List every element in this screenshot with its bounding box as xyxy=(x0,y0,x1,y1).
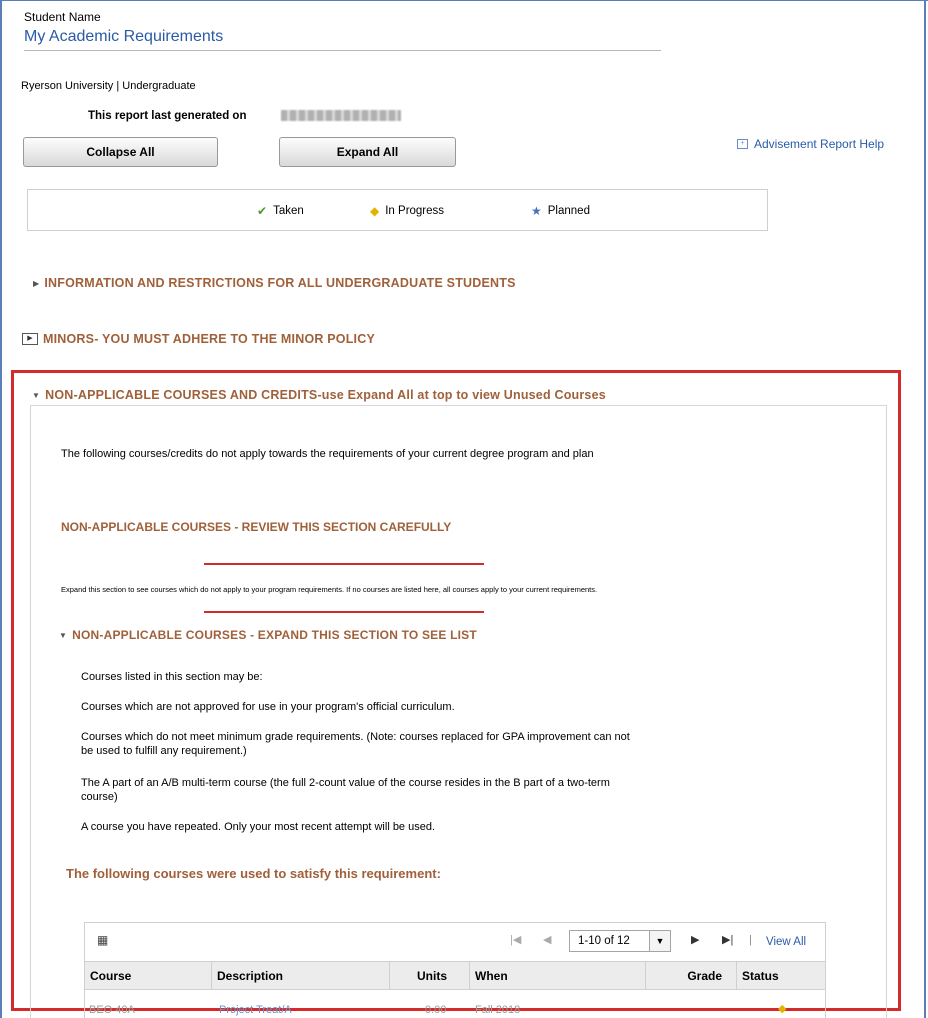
planned-star-icon: ★ xyxy=(531,204,542,218)
collapse-all-button[interactable]: Collapse All xyxy=(23,137,218,167)
legend-taken-label: Taken xyxy=(273,205,304,217)
table-row xyxy=(85,990,825,1018)
collapsed-triangle-icon: ▶ xyxy=(22,333,38,345)
help-icon: + xyxy=(737,139,748,149)
title-divider xyxy=(24,50,661,51)
expanded-triangle-icon: ▼ xyxy=(59,630,68,640)
list-item: The A part of an A/B multi-term course (the full 2-count value of the course resides in the B part of a two-term course) xyxy=(81,777,610,803)
red-underline-top xyxy=(204,563,484,565)
first-page-icon[interactable]: |◀ xyxy=(510,934,522,946)
collapsed-triangle-icon: ▶ xyxy=(33,278,40,288)
previous-page-icon[interactable]: ◀ xyxy=(543,934,552,946)
legend-taken xyxy=(257,204,304,218)
chevron-down-icon[interactable]: ▼ xyxy=(649,931,670,951)
cell-when: Fall 2018 xyxy=(475,1004,521,1016)
list-item: A course you have repeated. Only your most recent attempt will be used. xyxy=(81,821,436,833)
column-header-grade[interactable]: Grade xyxy=(646,962,737,989)
section-minors-toggle[interactable] xyxy=(22,332,375,346)
section-nonapplicable-toggle[interactable] xyxy=(32,388,606,402)
expanded-triangle-icon: ▼ xyxy=(32,390,41,400)
frame-top-border xyxy=(0,0,928,1)
view-all-link[interactable]: View All xyxy=(766,936,807,948)
grid-toolbar xyxy=(85,923,825,961)
legend-in-progress-label: In Progress xyxy=(385,205,445,217)
review-section-heading: NON-APPLICABLE COURSES - REVIEW THIS SECTION CAREFULLY xyxy=(61,520,452,534)
section-nonapplicable-title: NON-APPLICABLE COURSES AND CREDITS-use Expand All at top to view Unused Courses xyxy=(45,388,606,402)
advisement-report-help-link[interactable] xyxy=(737,137,884,151)
page-range-value: 1-10 of 12 xyxy=(578,935,630,947)
in-progress-diamond-icon: ◆ xyxy=(778,1003,787,1015)
last-page-icon[interactable]: ▶| xyxy=(722,934,734,946)
courses-grid xyxy=(84,922,826,1018)
grid-header-row xyxy=(85,961,825,990)
expand-section-note: Expand this section to see courses which do not apply to your program requirements. If no courses are listed here, all courses apply to your current requirements. xyxy=(61,585,598,594)
section-info-title: INFORMATION AND RESTRICTIONS FOR ALL UNDERGRADUATE STUDENTS xyxy=(44,276,516,290)
legend-planned-label: Planned xyxy=(547,205,590,217)
institution-career: Ryerson University | Undergraduate xyxy=(21,80,196,92)
column-header-units[interactable]: Units xyxy=(390,962,470,989)
subsection-expand-list-toggle[interactable] xyxy=(59,628,477,642)
expand-all-button[interactable]: Expand All xyxy=(279,137,456,167)
toolbar-separator: | xyxy=(749,934,752,946)
legend-in-progress xyxy=(370,204,444,218)
in-progress-diamond-icon: ◆ xyxy=(370,204,380,218)
page-range-select[interactable] xyxy=(569,930,671,952)
column-header-description[interactable]: Description xyxy=(212,962,390,989)
list-item: Courses which are not approved for use in your program's official curriculum. xyxy=(81,701,455,713)
cell-course: BEO 40A xyxy=(89,1004,135,1016)
status-legend xyxy=(27,189,768,231)
section-minors-title: MINORS- YOU MUST ADHERE TO THE MINOR POLICY xyxy=(43,332,375,346)
legend-planned xyxy=(531,204,590,218)
nonapplicable-intro-text: The following courses/credits do not apply towards the requirements of your current degree program and plan xyxy=(61,448,594,460)
report-generated-label: This report last generated on xyxy=(88,110,247,122)
column-header-status[interactable]: Status xyxy=(742,968,779,983)
section-info-restrictions-toggle[interactable] xyxy=(33,276,516,290)
page-title: My Academic Requirements xyxy=(24,28,224,45)
taken-check-icon: ✔ xyxy=(257,204,268,218)
next-page-icon[interactable]: ▶ xyxy=(691,934,700,946)
personalize-grid-icon[interactable]: ▦ xyxy=(97,933,109,947)
report-generated-date-redacted xyxy=(281,110,401,121)
list-item: Courses listed in this section may be: xyxy=(81,671,263,683)
frame-left-border xyxy=(0,0,2,1018)
list-item: Courses which do not meet minimum grade requirements. (Note: courses replaced for GPA improvement can not be used to fulfill any requirement.) xyxy=(81,731,630,757)
column-header-when[interactable]: When xyxy=(470,962,646,989)
cell-units: 0.00 xyxy=(425,1004,447,1016)
column-header-course[interactable]: Course xyxy=(85,962,212,989)
subsection-expand-list-title: NON-APPLICABLE COURSES - EXPAND THIS SECTION TO SEE LIST xyxy=(72,628,477,642)
red-underline-bottom xyxy=(204,611,484,613)
cell-description-link[interactable]: Project Treat/A xyxy=(219,1004,292,1016)
student-name-label: Student Name xyxy=(24,10,101,24)
courses-used-heading: The following courses were used to satisfy this requirement: xyxy=(66,866,441,881)
frame-right-border xyxy=(924,0,926,1018)
help-link-label: Advisement Report Help xyxy=(754,137,885,151)
